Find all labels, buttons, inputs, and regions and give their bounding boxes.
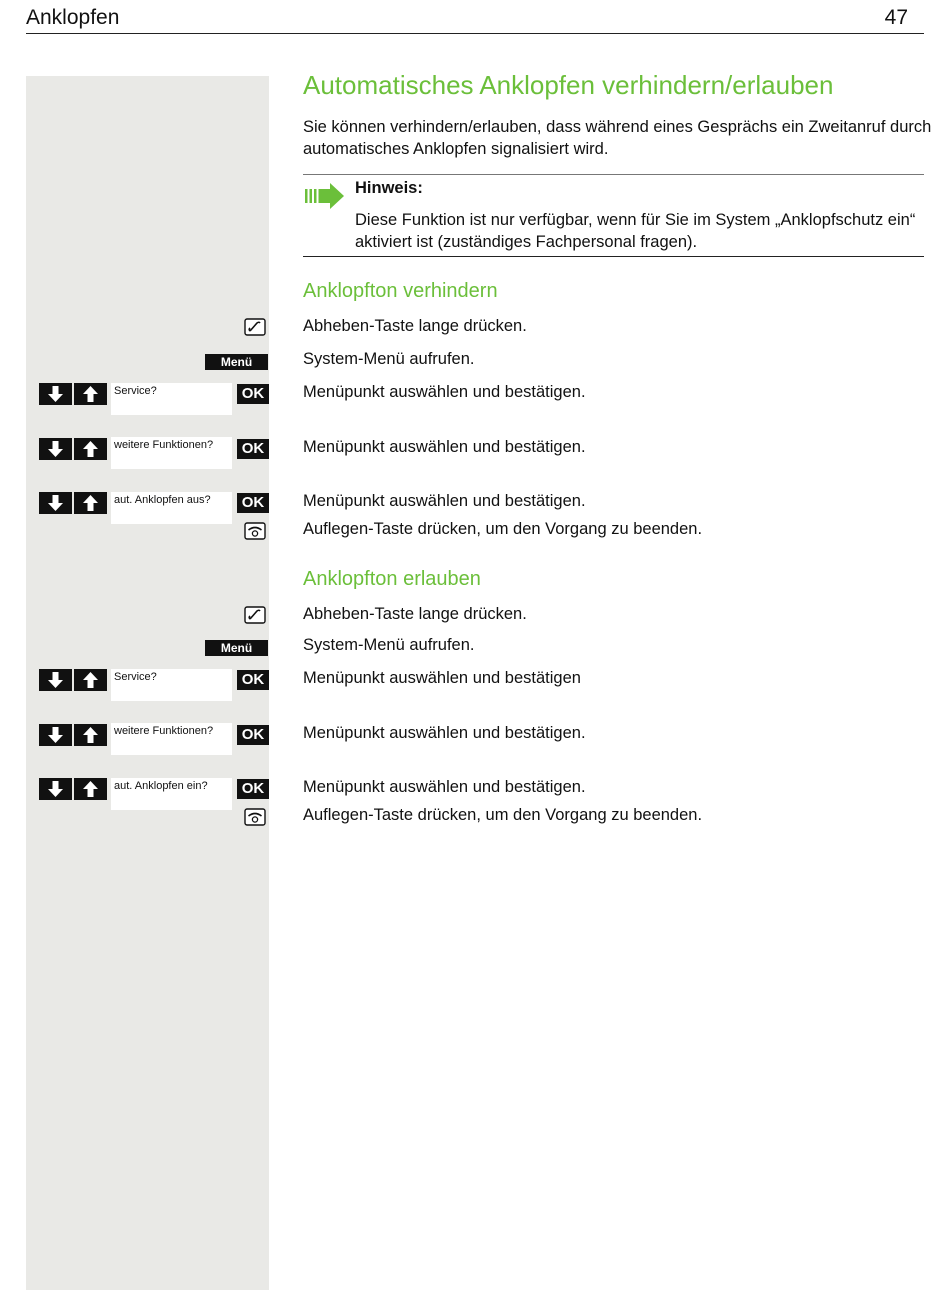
ok-key: OK <box>237 779 269 799</box>
nav-keys <box>39 383 109 405</box>
display-screen <box>111 669 232 701</box>
chapter-title: Anklopfen <box>26 6 120 29</box>
note-text: Diese Funktion ist nur verfügbar, wenn für Sie im System „Anklopfschutz ein“ aktiviert ist (zuständiges Fachpersonal fragen). <box>355 211 916 251</box>
display-text: Service? <box>114 671 157 683</box>
page-header <box>26 6 924 34</box>
handset-lift-icon <box>244 318 266 336</box>
ok-key: OK <box>237 493 269 513</box>
note-box <box>303 174 924 257</box>
display-text: weitere Funktionen? <box>114 725 214 737</box>
step-text: Abheben-Taste lange drücken. <box>303 317 527 335</box>
step-text: Auflegen-Taste drücken, um den Vorgang zu beenden. <box>303 806 703 824</box>
arrow-down-icon <box>39 724 72 746</box>
section-title-verhindern: Anklopfton verhindern <box>303 280 498 302</box>
arrow-down-icon <box>39 778 72 800</box>
section-title-erlauben: Anklopfton erlauben <box>303 568 481 590</box>
display-text: aut. Anklopfen aus? <box>114 494 211 506</box>
ok-key: OK <box>237 725 269 745</box>
ok-key: OK <box>237 670 269 690</box>
step-text: Menüpunkt auswählen und bestätigen. <box>303 724 586 742</box>
display-screen <box>111 723 232 755</box>
step-text: Menüpunkt auswählen und bestätigen. <box>303 438 586 456</box>
step-text: Menüpunkt auswählen und bestätigen. <box>303 778 586 796</box>
arrow-up-icon <box>74 724 107 746</box>
nav-keys <box>39 492 109 514</box>
ok-key: OK <box>237 439 269 459</box>
arrow-up-icon <box>74 383 107 405</box>
arrow-up-icon <box>74 438 107 460</box>
page-title: Automatisches Anklopfen verhindern/erlauben <box>303 70 834 100</box>
display-text: Service? <box>114 385 157 397</box>
step-text: Menüpunkt auswählen und bestätigen. <box>303 492 586 510</box>
arrow-up-icon <box>74 778 107 800</box>
nav-keys <box>39 669 109 691</box>
note-title: Hinweis: <box>355 179 423 197</box>
nav-keys <box>39 778 109 800</box>
handset-lift-icon <box>244 606 266 624</box>
display-screen <box>111 437 232 469</box>
nav-keys <box>39 724 109 746</box>
step-text: Menüpunkt auswählen und bestätigen. <box>303 383 586 401</box>
ok-key: OK <box>237 384 269 404</box>
step-text: System-Menü aufrufen. <box>303 636 475 654</box>
display-text: weitere Funktionen? <box>114 439 214 451</box>
note-arrow-icon <box>303 181 345 211</box>
arrow-down-icon <box>39 438 72 460</box>
display-screen <box>111 492 232 524</box>
page-number: 47 <box>884 6 908 29</box>
menu-key: Menü <box>205 640 268 656</box>
display-screen <box>111 383 232 415</box>
display-text: aut. Anklopfen ein? <box>114 780 208 792</box>
arrow-up-icon <box>74 669 107 691</box>
nav-keys <box>39 438 109 460</box>
step-text: System-Menü aufrufen. <box>303 350 475 368</box>
intro-text: Sie können verhindern/erlauben, dass während eines Gesprächs ein Zweitanruf durch automatisches Anklopfen signalisiert wird. <box>303 118 932 158</box>
arrow-down-icon <box>39 383 72 405</box>
arrow-down-icon <box>39 669 72 691</box>
arrow-up-icon <box>74 492 107 514</box>
step-text: Menüpunkt auswählen und bestätigen <box>303 669 581 687</box>
display-screen <box>111 778 232 810</box>
handset-hangup-icon <box>244 808 266 826</box>
step-text: Auflegen-Taste drücken, um den Vorgang zu beenden. <box>303 520 703 538</box>
handset-hangup-icon <box>244 522 266 540</box>
step-text: Abheben-Taste lange drücken. <box>303 605 527 623</box>
arrow-down-icon <box>39 492 72 514</box>
menu-key: Menü <box>205 354 268 370</box>
